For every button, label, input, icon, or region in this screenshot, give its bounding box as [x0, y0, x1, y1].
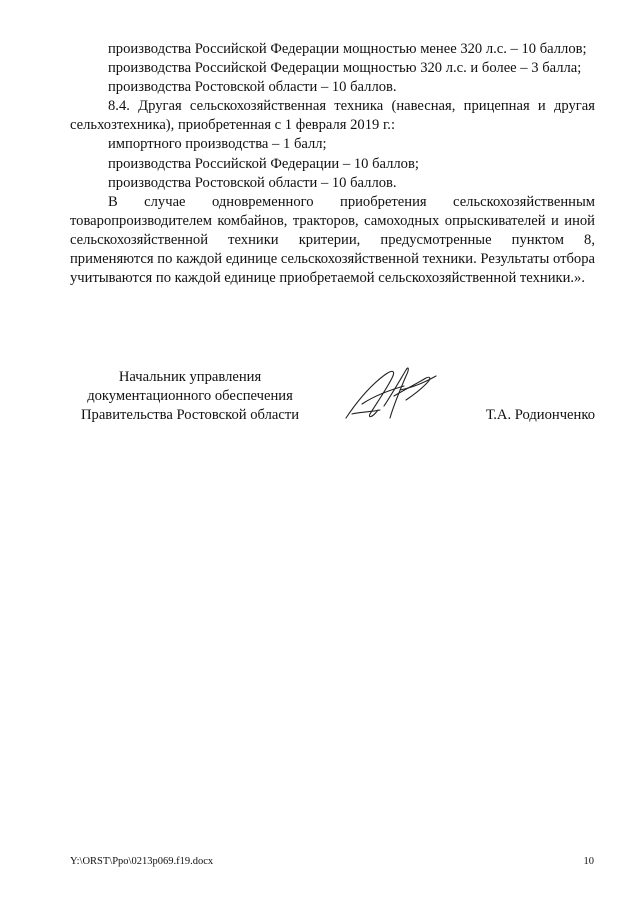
- position-line-2: документационного обеспечения: [87, 388, 293, 404]
- signatory-position: [70, 368, 310, 425]
- paragraph-3: производства Ростовской области – 10 баллов.: [108, 79, 397, 96]
- position-line-1: Начальник управления: [118, 369, 262, 385]
- paragraph-1: производства Российской Федерации мощностью менее 320 л.с. – 10 баллов;: [108, 41, 587, 57]
- paragraph-5: импортного производства – 1 балл;: [108, 136, 327, 153]
- paragraph-8: В случае одновременного приобретения сельскохозяйственным товаропроизводителем комбайнов, тракторов, самоходных опрыскивателей и иной сельскохозяйственной техники критерии, предусмотренные пунктом 8, применяются по каждой единице сельскохозяйственной техники. Результаты отбора учитываются по каждой единице приобретаемой сельскохозяйственной техники.».: [70, 193, 595, 287]
- paragraph-6: производства Российской Федерации – 10 баллов;: [108, 155, 419, 172]
- paragraph-7: производства Ростовской области – 10 баллов.: [108, 174, 397, 191]
- position-line-3: Правительства Ростовской области: [80, 407, 300, 423]
- footer-file-path: Y:\ORST\Ppo\0213p069.f19.docx: [70, 856, 214, 867]
- handwritten-signature: [340, 360, 450, 430]
- page-number: 10: [583, 856, 594, 867]
- signatory-name: Т.А. Родионченко: [485, 407, 595, 423]
- paragraph-4: 8.4. Другая сельскохозяйственная техника (навесная, прицепная и другая сельхозтехника), приобретенная с 1 февраля 2019 г.:: [70, 98, 595, 134]
- signature-block: [70, 368, 595, 428]
- document-body: [70, 40, 595, 288]
- paragraph-2: производства Российской Федерации мощностью 320 л.с. и более – 3 балла;: [108, 60, 582, 77]
